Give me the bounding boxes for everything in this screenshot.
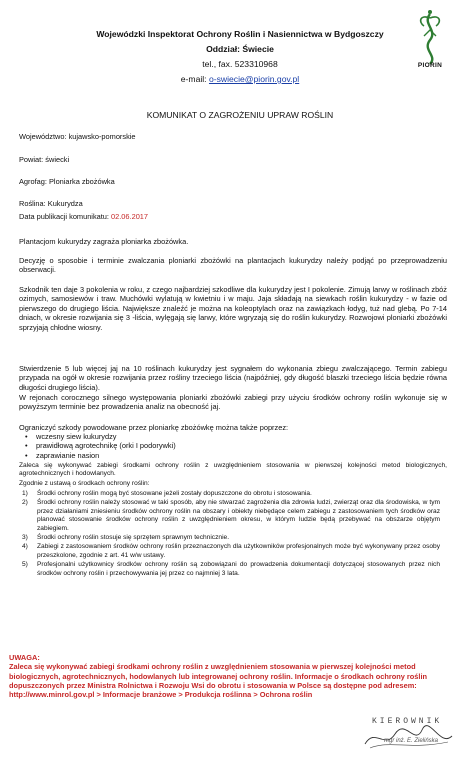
- list-item: • zaprawianie nasion: [19, 451, 447, 460]
- paragraph-prevention: Ograniczyć szkody powodowane przez ploniarkę zbożówkę można także poprzez:: [19, 423, 289, 432]
- warning-link[interactable]: http://www.minrol.gov.pl > Informacje branżowe > Produkcja roślinna > Ochrona roślin: [9, 690, 313, 700]
- warning-box: [9, 653, 449, 699]
- piorin-logo-icon: [412, 8, 448, 70]
- email-link[interactable]: o-swiecie@piorin.gov.pl: [208, 74, 300, 84]
- field-data-publikacji: [19, 212, 447, 221]
- list-item: 3) Środki ochrony roślin stosuje się sprzętem sprawnym technicznie.: [22, 534, 230, 542]
- warning-label: UWAGA:: [9, 653, 40, 662]
- inspectorate-name: Wojewódzki Inspektorat Ochrony Roślin i Nasiennictwa w Bydgoszczy: [96, 29, 384, 39]
- paragraph-regions: W rejonach corocznego silnego występowania ploniarki zbożówki zabiegi przy użyciu środków ochrony roślin wykonuje się w powyższym terminie bez prowadzenia analiz na obecność jaj.: [19, 393, 447, 412]
- paragraph-biology: Szkodnik ten daje 3 pokolenia w roku, z czego najbardziej szkodliwe dla kukurydzy jest I pokolenie. Zimują larwy w roślinach zbóż ozimych, samosiewów i traw. Muchówki wylatują w kwietniu i w maju. Jaja składają na siewkach roślin kukurydzy - w fazie od pierwszego do drugiego liścia. Największe znaleźć je można na koleoptylach oraz na zawiązkach łodyg, tuż nad glebą. Po 7-14 dniach, w okresie rozwijania się 3 -liścia, wylęgają się larwy, które wgryzają się do roślin kukurydzy. Rozwojowi ploniarki zbożówki sprzyjają chłodne wiosny.: [19, 285, 447, 332]
- field-value: kujawsko-pomorskie: [68, 132, 136, 141]
- publication-date: 02.06.2017: [111, 212, 149, 221]
- field-roslina: [19, 199, 447, 208]
- stamp-signer: mgr inż. E. Zielińska: [384, 738, 439, 744]
- paragraph-threat: Plantacjom kukurydzy zagraża ploniarka zbożówka.: [19, 237, 189, 246]
- branch-name: Oddział: Świecie: [206, 44, 274, 54]
- field-powiat: [19, 155, 447, 164]
- recommendation: Zaleca się wykonywać zabiegi środkami ochrony roślin z uwzględnieniem stosowania w pierwszej kolejności metod biologicznych, agrotechnicznych i hodowlanych.: [19, 462, 447, 478]
- field-wojewodztwo: [19, 132, 447, 141]
- field-label: Agrofag:: [19, 177, 49, 186]
- field-label: Data publikacji komunikatu:: [19, 212, 112, 221]
- stamp-title: KIEROWNIK: [372, 717, 443, 726]
- list-item: 4) Zabiegi z zastosowaniem środków ochrony roślin przeznaczonych dla użytkowników profesjonalnych może być wykonywany przez osoby przeszkolone, zgodnie z art. 41 w/w ustawy.: [22, 543, 440, 559]
- field-agrofag: [19, 177, 447, 186]
- logo-text: PIORIN: [417, 62, 443, 69]
- list-item: • wczesny siew kukurydzy: [19, 432, 447, 441]
- paragraph-threshold: Stwierdzenie 5 lub więcej jaj na 10 roślinach kukurydzy jest sygnałem do wykonania zbiegu zwalczającego. Termin zabiegu przypada na ogół w okresie rozwijania przez rośliny trzeciego liścia (najpóźniej, gdy długość blaszki trzeciego liścia będzie równa długości drugiego liścia).: [19, 364, 447, 392]
- field-value: świecki: [45, 155, 70, 164]
- document-title: KOMUNIKAT O ZAGROŻENIU UPRAW ROŚLIN: [146, 110, 334, 120]
- prevention-list: [19, 432, 447, 460]
- law-intro: Zgodnie z ustawą o środkach ochrony roślin:: [19, 480, 150, 487]
- warning-text: Zaleca się wykonywać zabiegi środkami ochrony roślin z uwzględnieniem stosowania w pierwszej kolejności metod biologicznych, agrotechnicznych, hodowlanych lub integrowanej ochrony roślin. Informacje o środkach ochrony roślin dopuszczonych przez Ministra Rolnictwa i Rozwoju Wsi do obrotu i stosowania w Polsce są dostępne pod adresem:: [9, 662, 428, 690]
- list-item: 2) Środki ochrony roślin należy stosować w taki sposób, aby nie stwarzać zagrożenia dla zdrowia ludzi, zwierząt oraz dla środowiska, w tym przez działaniami zniesieniu środków ochrony roślin na obszary i obiekty niebędące celem zabiegu z zastosowaniem tych środków oraz planować stosowanie środków ochrony roślin z uwzględnieniem okresu, w którym ludzie będą przebywać na obszarze objętym zabiegiem.: [22, 499, 440, 532]
- list-item: • prawidłową agrotechnikę (orki I podorywki): [19, 441, 447, 450]
- field-label: Województwo:: [19, 132, 69, 141]
- field-value: Ploniarka zbożówka: [49, 177, 115, 186]
- phone-fax: tel., fax. 523310968: [202, 59, 278, 69]
- field-label: Roślina:: [19, 199, 48, 208]
- list-item: 5) Profesjonalni użytkownicy środków ochrony roślin są zobowiązani do prowadzenia dokumentacji dotyczącej stosowanych przez nich środków ochrony roślin i przechowywania jej przez co najmniej 3 lata.: [22, 561, 440, 577]
- email-line: [40, 74, 440, 85]
- email-label: e-mail:: [180, 74, 209, 84]
- signature-scribble-icon: [360, 722, 455, 752]
- paragraph-decision: Decyzję o sposobie i terminie zwalczania ploniarki zbożówki na plantacjach kukurydzy należy podjąć po przeprowadzeniu obserwacji.: [19, 256, 447, 275]
- field-label: Powiat:: [19, 155, 46, 164]
- field-value: Kukurydza: [47, 199, 83, 208]
- list-item: 1) Środki ochrony roślin mogą być stosowane jeżeli zostały dopuszczone do obrotu i stosowania.: [22, 490, 312, 497]
- law-rules-list: [22, 490, 440, 579]
